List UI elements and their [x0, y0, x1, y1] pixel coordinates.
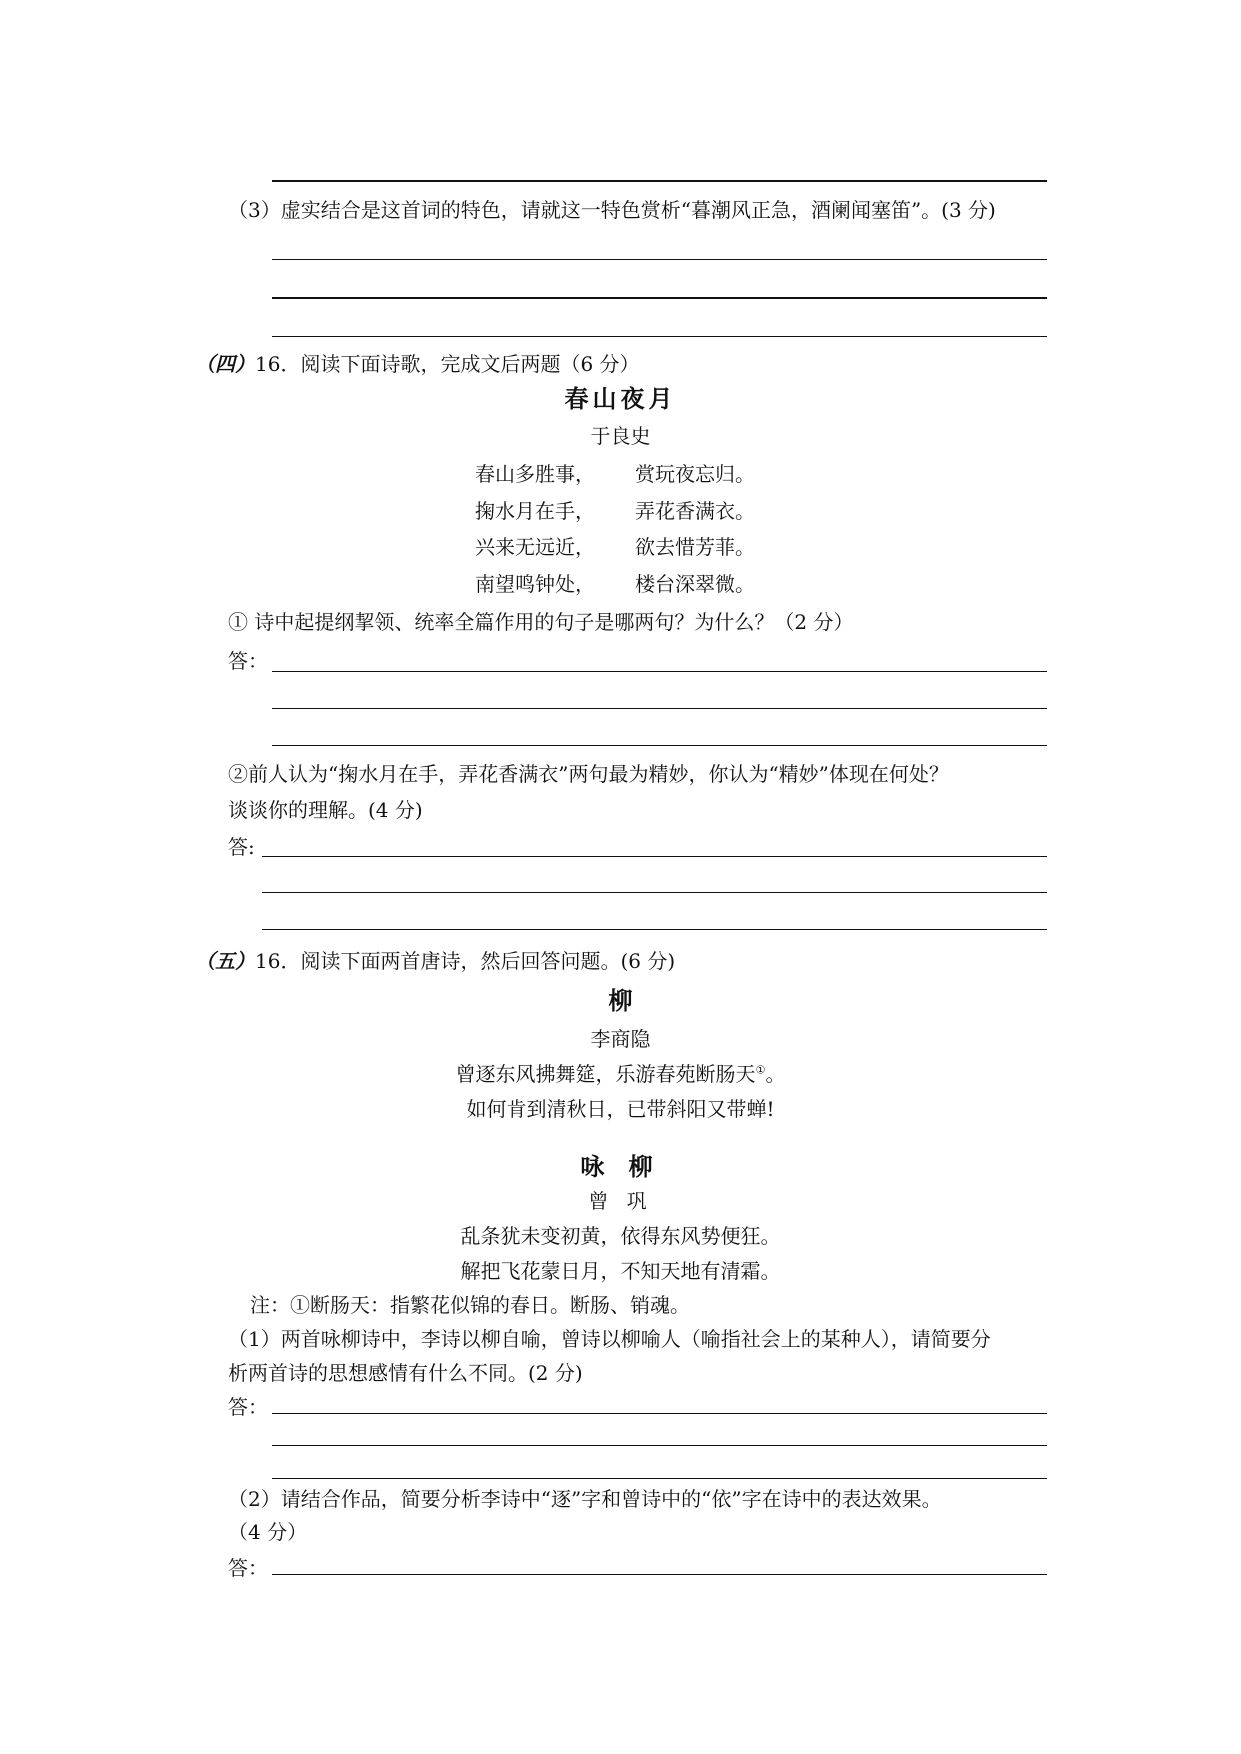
answer-line[interactable] [272, 671, 1047, 672]
poem-author: 曾 巩 [588, 1189, 653, 1213]
answer-label: 答： [228, 1556, 268, 1580]
poem-title: 咏 柳 [580, 1152, 661, 1181]
section-4-heading [195, 351, 640, 377]
poem-line-second-half: 欲去惜芳菲。 [635, 535, 755, 559]
question-3: （3）虚实结合是这首词的特色，请就这一特色赏析“暮潮风正急，酒阑闻塞笛”。(3 分) [228, 198, 996, 222]
answer-label: 答: [228, 835, 255, 859]
poem-line [475, 571, 755, 597]
question-4-2-line2: 谈谈你的理解。(4 分) [228, 798, 423, 822]
poem-line-end: 。 [765, 1062, 786, 1086]
poem-line-second-half: 楼台深翠微。 [635, 572, 755, 596]
poem-line: 解把飞花蒙日月，不知天地有清霜。 [460, 1259, 781, 1283]
section-4-intro: 16．阅读下面诗歌，完成文后两题（6 分） [255, 352, 640, 376]
question-5-1-line2: 析两首诗的思想感情有什么不同。(2 分) [228, 1361, 583, 1385]
poem-line-text: 曾逐东风拂舞筵，乐游春苑断肠天 [455, 1062, 756, 1086]
poem-line-first-half: 兴来无远近， [475, 535, 595, 559]
answer-label: 答： [228, 649, 268, 673]
answer-line[interactable] [262, 892, 1047, 893]
question-4-1: ① 诗中起提纲挈领、统率全篇作用的句子是哪两句？为什么？（2 分） [228, 610, 854, 634]
answer-line[interactable] [272, 1413, 1047, 1414]
footnote: 注：①断肠天：指繁花似锦的春日。断肠、销魂。 [250, 1293, 690, 1317]
poem-line-first-half: 春山多胜事， [475, 462, 595, 486]
poem-line [0, 1061, 1241, 1087]
answer-line[interactable] [272, 1574, 1047, 1575]
poem-line [475, 534, 755, 560]
poem-author: 李商隐 [590, 1027, 651, 1051]
question-4-2-line1: ②前人认为“掬水月在手，弄花香满衣”两句最为精妙，你认为“精妙”体现在何处？ [228, 762, 949, 786]
question-5-2-line1: （2）请结合作品，简要分析李诗中“逐”字和曾诗中的“依”字在诗中的表达效果。 [228, 1487, 942, 1511]
poem-line: 乱条犹未变初黄，依得东风势便狂。 [460, 1224, 781, 1248]
poem-line [475, 498, 755, 524]
poem-line [475, 461, 755, 487]
question-5-2-line2: （4 分） [228, 1520, 308, 1544]
answer-label: 答： [228, 1395, 268, 1419]
answer-line[interactable] [272, 336, 1047, 337]
footnote-marker: ① [755, 1063, 766, 1077]
poem-line-second-half: 弄花香满衣。 [635, 499, 755, 523]
poem-title: 春山夜月 [564, 384, 677, 413]
answer-line[interactable] [272, 708, 1047, 709]
answer-line[interactable] [262, 856, 1047, 857]
section-4-label: （四） [195, 352, 255, 376]
poem-line-first-half: 南望鸣钟处， [475, 572, 595, 596]
question-5-1-line1: （1）两首咏柳诗中，李诗以柳自喻，曾诗以柳喻人（喻指社会上的某种人），请简要分 [228, 1327, 991, 1351]
answer-line[interactable] [272, 180, 1047, 182]
poem-line-second-half: 赏玩夜忘归。 [635, 462, 755, 486]
answer-line[interactable] [272, 1445, 1047, 1446]
poem-title: 柳 [608, 986, 633, 1015]
poem-author: 于良史 [590, 424, 651, 448]
section-5-intro: 16．阅读下面两首唐诗，然后回答问题。(6 分) [255, 949, 676, 973]
answer-line[interactable] [272, 1478, 1047, 1479]
poem-line-first-half: 掬水月在手， [475, 499, 595, 523]
section-5-heading [195, 948, 675, 974]
answer-line[interactable] [272, 745, 1047, 746]
answer-line[interactable] [272, 297, 1047, 299]
section-5-label: （五） [195, 949, 255, 973]
answer-line[interactable] [272, 259, 1047, 260]
answer-line[interactable] [262, 929, 1047, 930]
poem-line: 如何肯到清秋日，已带斜阳又带蝉! [466, 1097, 775, 1121]
